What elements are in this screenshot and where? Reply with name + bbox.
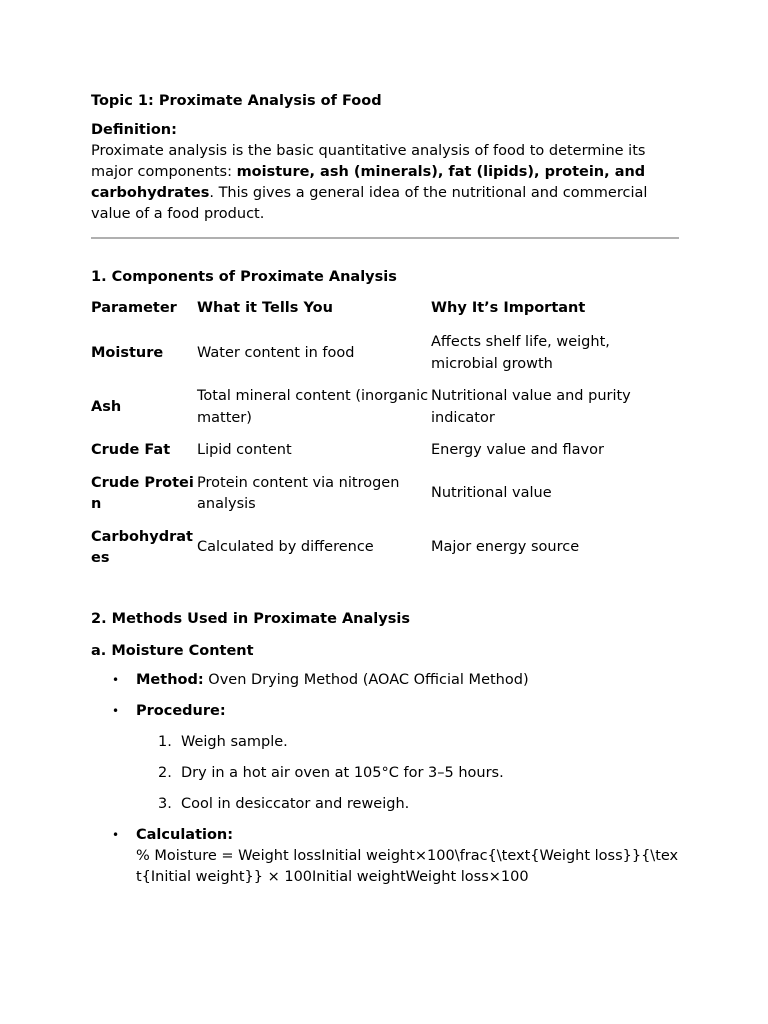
- list-item-method: [91, 670, 679, 691]
- cell-parameter: Crude Fat: [91, 442, 171, 458]
- step-text: Dry in a hot air oven at 105°C for 3–5 hours.: [181, 764, 504, 781]
- definition-heading: Definition:: [91, 122, 177, 138]
- bullet-marker: •: [112, 703, 120, 718]
- list-item-procedure: [91, 701, 679, 815]
- method-label: Method:: [136, 671, 204, 688]
- step-text: Cool in desiccator and reweigh.: [181, 795, 410, 812]
- cell-why-important: Nutritional value and purity indicator: [431, 388, 631, 426]
- procedure-label: Procedure:: [136, 702, 226, 719]
- moisture-subheading: a. Moisture Content: [91, 642, 254, 659]
- definition-text-part2: . This gives a general idea of the nutritional and commercial value of a food product.: [91, 185, 648, 222]
- step-text: Weigh sample.: [181, 733, 288, 750]
- method-text: Oven Drying Method (AOAC Official Method): [203, 671, 529, 688]
- section-divider: [91, 237, 679, 239]
- table-row: [91, 381, 679, 435]
- cell-why-important: Major energy source: [431, 539, 580, 556]
- bullet-marker: •: [112, 672, 120, 687]
- table-row: [91, 435, 679, 468]
- cell-what-it-tells: Water content in food: [197, 344, 355, 361]
- cell-what-it-tells: Total mineral content (inorganic matter): [197, 388, 429, 426]
- table-row: [91, 468, 679, 522]
- section2-heading: 2. Methods Used in Proximate Analysis: [91, 610, 410, 627]
- table-header-row: [91, 297, 679, 327]
- table-row: [91, 327, 679, 381]
- definition-text: [91, 141, 679, 225]
- cell-parameter: Carbohydrates: [91, 528, 193, 566]
- cell-why-important: Affects shelf life, weight, microbial growth: [431, 334, 610, 372]
- table-row: [91, 522, 679, 576]
- moisture-bullet-list: [91, 670, 679, 888]
- cell-why-important: Nutritional value: [431, 485, 552, 502]
- cell-parameter: Crude Protein: [91, 474, 194, 512]
- moisture-formula: % Moisture = Weight lossInitial weight×100\frac{\text{Weight loss}}{\text{Initial weight}} × 100Initial weightWeight loss×100: [136, 847, 679, 885]
- step-number: 3.: [158, 795, 172, 812]
- cell-why-important: Energy value and flavor: [431, 442, 604, 458]
- calculation-label: Calculation:: [136, 826, 234, 843]
- topic-title: Topic 1: Proximate Analysis of Food: [91, 93, 382, 109]
- list-item: [136, 732, 679, 753]
- bullet-marker: •: [112, 827, 120, 842]
- column-header-what-it-tells: What it Tells You: [197, 300, 333, 317]
- list-item: [136, 794, 679, 815]
- cell-what-it-tells: Calculated by difference: [197, 539, 374, 556]
- column-header-why-important: Why It’s Important: [431, 300, 586, 317]
- list-item: [136, 763, 679, 784]
- step-number: 1.: [158, 733, 172, 750]
- components-table: [91, 297, 679, 576]
- definition-text-bold: moisture, ash (minerals), fat (lipids), protein, and carbohydrates: [91, 164, 646, 201]
- procedure-steps: [136, 732, 679, 815]
- cell-what-it-tells: Lipid content: [197, 442, 292, 458]
- document-content: [91, 88, 679, 898]
- cell-parameter: Ash: [91, 398, 122, 415]
- column-header-parameter: Parameter: [91, 300, 177, 317]
- list-item-calculation: [91, 825, 679, 888]
- step-number: 2.: [158, 764, 172, 781]
- cell-parameter: Moisture: [91, 344, 164, 361]
- section1-heading: 1. Components of Proximate Analysis: [91, 269, 397, 285]
- definition-text-part1: Proximate analysis is the basic quantitative analysis of food to determine its major components:: [91, 143, 646, 180]
- cell-what-it-tells: Protein content via nitrogen analysis: [197, 474, 400, 512]
